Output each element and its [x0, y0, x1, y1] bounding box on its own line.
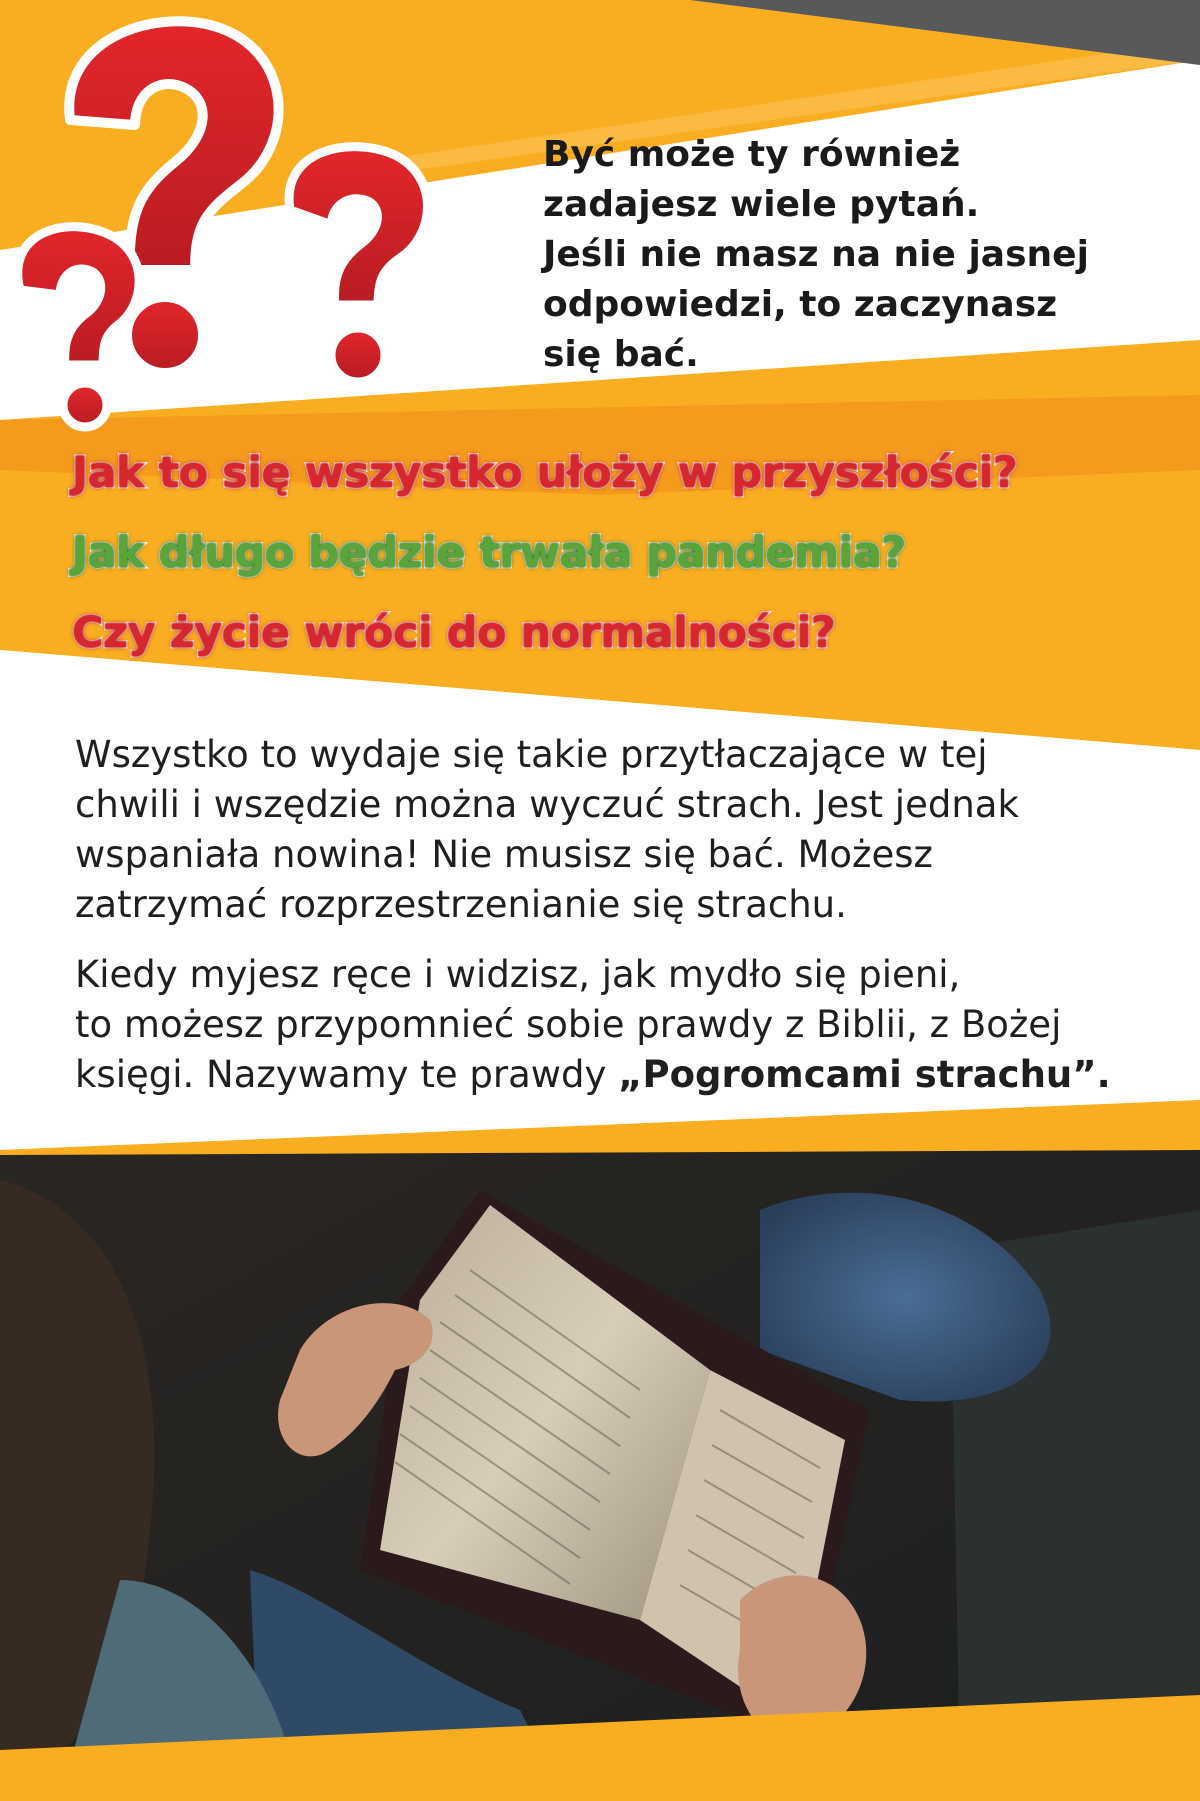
- paragraph-line: to możesz przypomnieć sobie prawdy z Biblii, z Bożej: [75, 1003, 1062, 1046]
- intro-text: [543, 130, 1143, 380]
- intro-line: Jeśli nie masz na nie jasnej: [543, 234, 1089, 275]
- intro-line: odpowiedzi, to zaczynasz: [543, 284, 1058, 325]
- question-marks-icon: [0, 0, 470, 440]
- paragraph-line: zatrzymać rozprzestrzenianie się strachu.: [75, 883, 847, 926]
- paragraph-line-prefix: księgi. Nazywamy te prawdy: [75, 1053, 619, 1096]
- intro-line: zadajesz wiele pytań.: [543, 184, 980, 225]
- child-reading-bible-photo: [0, 1150, 1200, 1801]
- paragraph-line: Kiedy myjesz ręce i widzisz, jak mydło się pieni,: [75, 953, 961, 996]
- fear-busters-term: „Pogromcami strachu”.: [618, 1053, 1111, 1096]
- intro-line: Być może ty również: [543, 134, 961, 175]
- paragraph-line: [75, 1050, 1135, 1100]
- paragraph-line: wspaniała nowina! Nie musisz się bać. Możesz: [75, 833, 933, 876]
- question-future: Jak to się wszystko ułoży w przyszłości?: [72, 448, 1018, 498]
- paragraph-fear: [75, 730, 1135, 930]
- question-normality: Czy życie wróci do normalności?: [72, 608, 836, 658]
- question-pandemic: Jak długo będzie trwała pandemia?: [72, 528, 906, 578]
- paragraph-line: chwili i wszędzie można wyczuć strach. Jest jednak: [75, 783, 1019, 826]
- intro-line: się bać.: [543, 334, 699, 375]
- paragraph-bible-truths: [75, 950, 1135, 1100]
- paragraph-line: Wszystko to wydaje się takie przytłaczające w tej: [75, 733, 988, 776]
